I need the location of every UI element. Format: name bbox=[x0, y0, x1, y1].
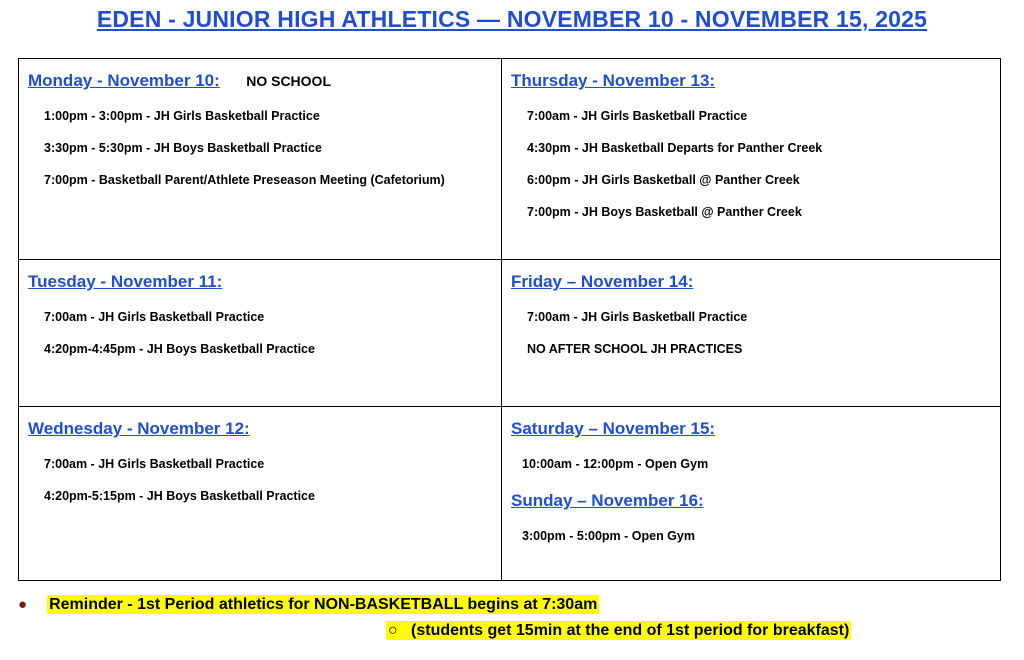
friday-heading: Friday – November 14: bbox=[511, 272, 694, 291]
event-item: 3:30pm - 5:30pm - JH Boys Basketball Practice bbox=[44, 141, 322, 155]
event-item: 10:00am - 12:00pm - Open Gym bbox=[522, 457, 709, 471]
thursday-cell bbox=[502, 59, 1001, 260]
monday-heading: Monday - November 10: bbox=[28, 71, 220, 90]
tuesday-heading: Tuesday - November 11: bbox=[28, 272, 223, 291]
schedule-table bbox=[18, 58, 1001, 581]
tuesday-cell bbox=[19, 260, 502, 407]
weekend-cell bbox=[502, 407, 1001, 581]
event-item: 1:00pm - 3:00pm - JH Girls Basketball Practice bbox=[44, 109, 320, 123]
monday-cell bbox=[19, 59, 502, 260]
event-item: 7:00am - JH Girls Basketball Practice bbox=[527, 310, 748, 324]
event-item: 7:00am - JH Girls Basketball Practice bbox=[527, 109, 748, 123]
thursday-heading: Thursday - November 13: bbox=[511, 71, 716, 90]
event-item: 4:30pm - JH Basketball Departs for Panther Creek bbox=[527, 141, 823, 155]
breakfast-text: (students get 15min at the end of 1st period for breakfast) bbox=[411, 622, 850, 639]
event-item: 6:00pm - JH Girls Basketball @ Panther Creek bbox=[527, 173, 800, 187]
friday-cell bbox=[502, 260, 1001, 407]
circle-bullet-icon: ○ bbox=[388, 622, 398, 639]
event-item: 4:20pm-5:15pm - JH Boys Basketball Practice bbox=[44, 489, 315, 503]
event-item: 4:20pm-4:45pm - JH Boys Basketball Practice bbox=[44, 342, 315, 356]
reminder-text: Reminder - 1st Period athletics for NON-BASKETBALL begins at 7:30am bbox=[49, 596, 598, 613]
reminder-note bbox=[18, 596, 599, 614]
breakfast-note bbox=[386, 622, 851, 640]
event-item: 7:00pm - Basketball Parent/Athlete Preseason Meeting (Cafetorium) bbox=[44, 173, 445, 187]
event-item: 7:00am - JH Girls Basketball Practice bbox=[44, 457, 265, 471]
wednesday-heading: Wednesday - November 12: bbox=[28, 419, 250, 438]
event-item: 3:00pm - 5:00pm - Open Gym bbox=[522, 529, 695, 543]
page-title: EDEN - JUNIOR HIGH ATHLETICS — NOVEMBER 10 - NOVEMBER 15, 2025 bbox=[96, 6, 928, 32]
wednesday-cell bbox=[19, 407, 502, 581]
sunday-heading: Sunday – November 16: bbox=[511, 491, 704, 510]
event-item: 7:00am - JH Girls Basketball Practice bbox=[44, 310, 265, 324]
event-item: 7:00pm - JH Boys Basketball @ Panther Creek bbox=[527, 205, 802, 219]
no-school-label: NO SCHOOL bbox=[246, 73, 331, 89]
saturday-heading: Saturday – November 15: bbox=[511, 419, 716, 438]
no-practices-note: NO AFTER SCHOOL JH PRACTICES bbox=[527, 342, 743, 356]
bullet-icon: ● bbox=[18, 596, 28, 613]
